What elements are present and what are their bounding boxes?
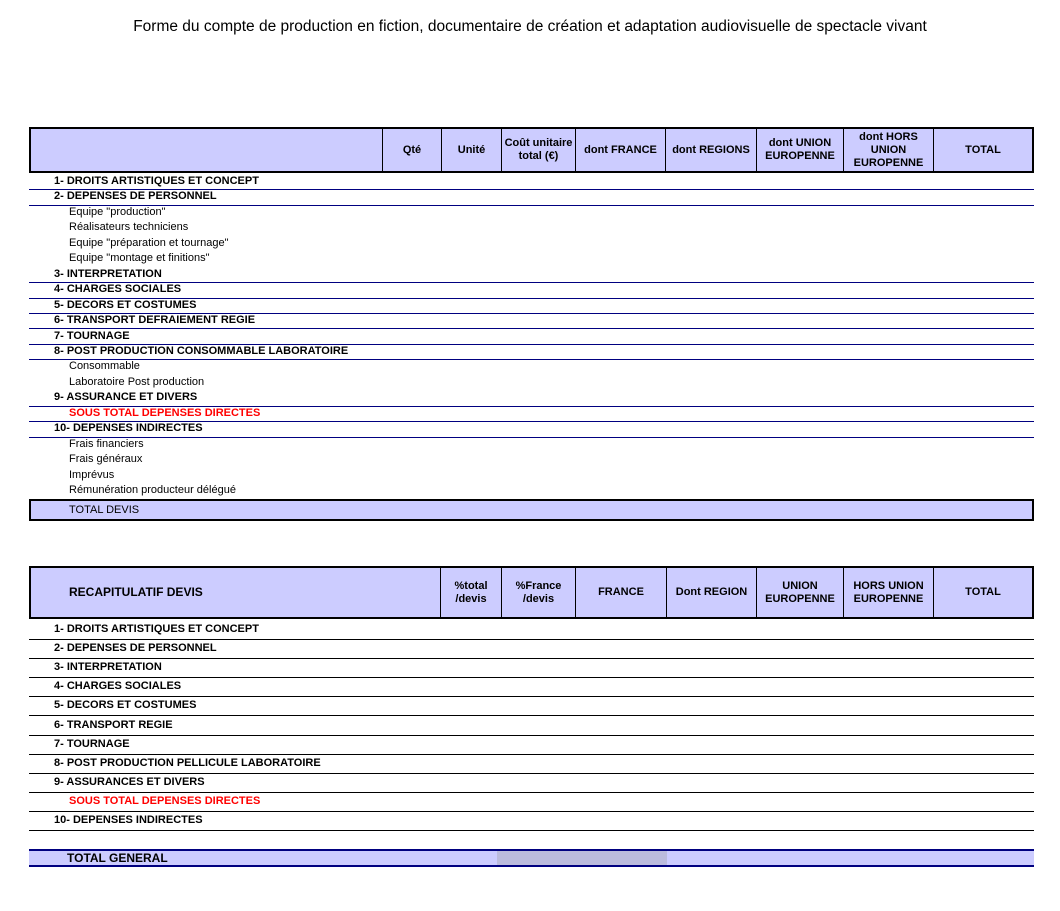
table1-row	[29, 345, 1034, 360]
table2-row-label: 9- ASSURANCES ET DIVERS	[54, 775, 205, 788]
table2-row	[29, 697, 1034, 716]
table1-row	[29, 438, 1034, 453]
table2-row	[29, 659, 1034, 678]
table2-row	[29, 621, 1034, 640]
table2-row-label: 1- DROITS ARTISTIQUES ET CONCEPT	[54, 623, 259, 635]
table1-row-label: Réalisateurs techniciens	[69, 221, 189, 234]
table1-row	[29, 360, 1034, 375]
table1-row-label: Frais financiers	[69, 437, 144, 450]
table2-row	[29, 812, 1034, 831]
recapitulatif-title: RECAPITULATIF DEVIS	[69, 585, 203, 599]
table2-row-label: 2- DEPENSES DE PERSONNEL	[54, 642, 217, 655]
table1-row	[29, 391, 1034, 406]
table1-row	[29, 453, 1034, 468]
table1-row-label: 1- DROITS ARTISTIQUES ET CONCEPT	[54, 175, 259, 187]
header-unite: Unité	[441, 129, 501, 171]
table2-row	[29, 774, 1034, 793]
table1-row-label: 6- TRANSPORT DEFRAIEMENT REGIE	[54, 314, 256, 327]
header-dont-union-europenne: dont UNION EUROPENNE	[756, 129, 843, 171]
table1-row	[29, 175, 1034, 190]
table2-row	[29, 793, 1034, 812]
table1-row-label: Consommable	[69, 360, 140, 373]
table1-row-label: Imprévus	[69, 468, 115, 481]
table1-header-label	[31, 129, 382, 171]
table1-row-label: Frais généraux	[69, 453, 143, 466]
table1-row-label: 2- DEPENSES DE PERSONNEL	[54, 190, 217, 203]
table1-row	[29, 190, 1034, 205]
header-dont-region: Dont REGION	[666, 568, 756, 617]
table2-row-label: 5- DECORS ET COSTUMES	[54, 699, 197, 712]
table2-row-label: SOUS TOTAL DEPENSES DIRECTES	[69, 794, 261, 807]
header-dont-regions: dont REGIONS	[665, 129, 756, 171]
table1-row	[29, 330, 1034, 345]
header-hors-union: HORS UNION EUROPENNE	[843, 568, 933, 617]
table1-row	[29, 206, 1034, 221]
header-cout-unitaire: Coût unitaire total (€)	[501, 129, 575, 171]
table2-row-label: 10- DEPENSES INDIRECTES	[54, 814, 203, 826]
header-total-2: TOTAL	[933, 568, 1032, 617]
table2-header	[29, 566, 1034, 619]
table1-row-label: Equipe "préparation et tournage"	[69, 236, 229, 249]
table2-row-label: 7- TOURNAGE	[54, 737, 130, 750]
total-general-label: TOTAL GENERAL	[67, 851, 168, 865]
header-france: FRANCE	[575, 568, 666, 617]
header-pct-france: %France /devis	[501, 568, 575, 617]
header-total: TOTAL	[933, 129, 1032, 171]
table1-row	[29, 314, 1034, 329]
table1-row-label: 4- CHARGES SOCIALES	[54, 283, 182, 296]
table1-row	[29, 221, 1034, 236]
table1-row	[29, 268, 1034, 283]
table1-row	[29, 407, 1034, 422]
total-general-shaded-cell	[497, 851, 667, 865]
header-qte: Qté	[382, 129, 441, 171]
total-general-row	[29, 849, 1034, 867]
table1-row	[29, 252, 1034, 267]
table2-row-label: 4- CHARGES SOCIALES	[54, 680, 182, 693]
header-dont-france: dont FRANCE	[575, 129, 665, 171]
table1-row	[29, 469, 1034, 484]
table1-row-label: 10- DEPENSES INDIRECTES	[54, 422, 203, 435]
table1-row	[29, 283, 1034, 298]
table1-row	[29, 299, 1034, 314]
table1-row-label: Laboratoire Post production	[69, 375, 205, 388]
table1-row-label: Equipe "production"	[69, 205, 166, 218]
total-devis-row	[29, 499, 1034, 521]
table2-row	[29, 755, 1034, 774]
table2-row	[29, 678, 1034, 697]
table2-row-label: 3- INTERPRETATION	[54, 661, 162, 674]
table1-row-label: 9- ASSURANCE ET DIVERS	[54, 391, 198, 404]
table1-row	[29, 484, 1034, 499]
table1-row	[29, 422, 1034, 437]
page-title: Forme du compte de production en fiction, documentaire de création et adaptation audiovisuelle de spectacle vivant	[133, 18, 927, 35]
header-union-europenne: UNION EUROPENNE	[756, 568, 843, 617]
table1-row-label: 3- INTERPRETATION	[54, 267, 162, 280]
table2-row	[29, 736, 1034, 755]
table1-row-label: SOUS TOTAL DEPENSES DIRECTES	[69, 406, 261, 419]
header-pct-total: %total /devis	[440, 568, 501, 617]
table2-row	[29, 717, 1034, 736]
table2-row	[29, 640, 1034, 659]
table2-row-label: 6- TRANSPORT REGIE	[54, 718, 173, 731]
table1-row-label: Rémunération producteur délégué	[69, 484, 236, 496]
total-devis-label: TOTAL DEVIS	[69, 504, 140, 516]
table1-header	[29, 127, 1034, 173]
table1-row-label: 7- TOURNAGE	[54, 329, 130, 342]
table1-row-label: 8- POST PRODUCTION CONSOMMABLE LABORATOIRE	[54, 344, 349, 357]
table2-row-label: 8- POST PRODUCTION PELLICULE LABORATOIRE	[54, 756, 321, 769]
table1-row	[29, 376, 1034, 391]
header-dont-hors-union: dont HORS UNION EUROPENNE	[843, 129, 933, 171]
table1-row-label: Equipe "montage et finitions"	[69, 252, 210, 265]
table1-row-label: 5- DECORS ET COSTUMES	[54, 298, 197, 311]
table1-row	[29, 237, 1034, 252]
